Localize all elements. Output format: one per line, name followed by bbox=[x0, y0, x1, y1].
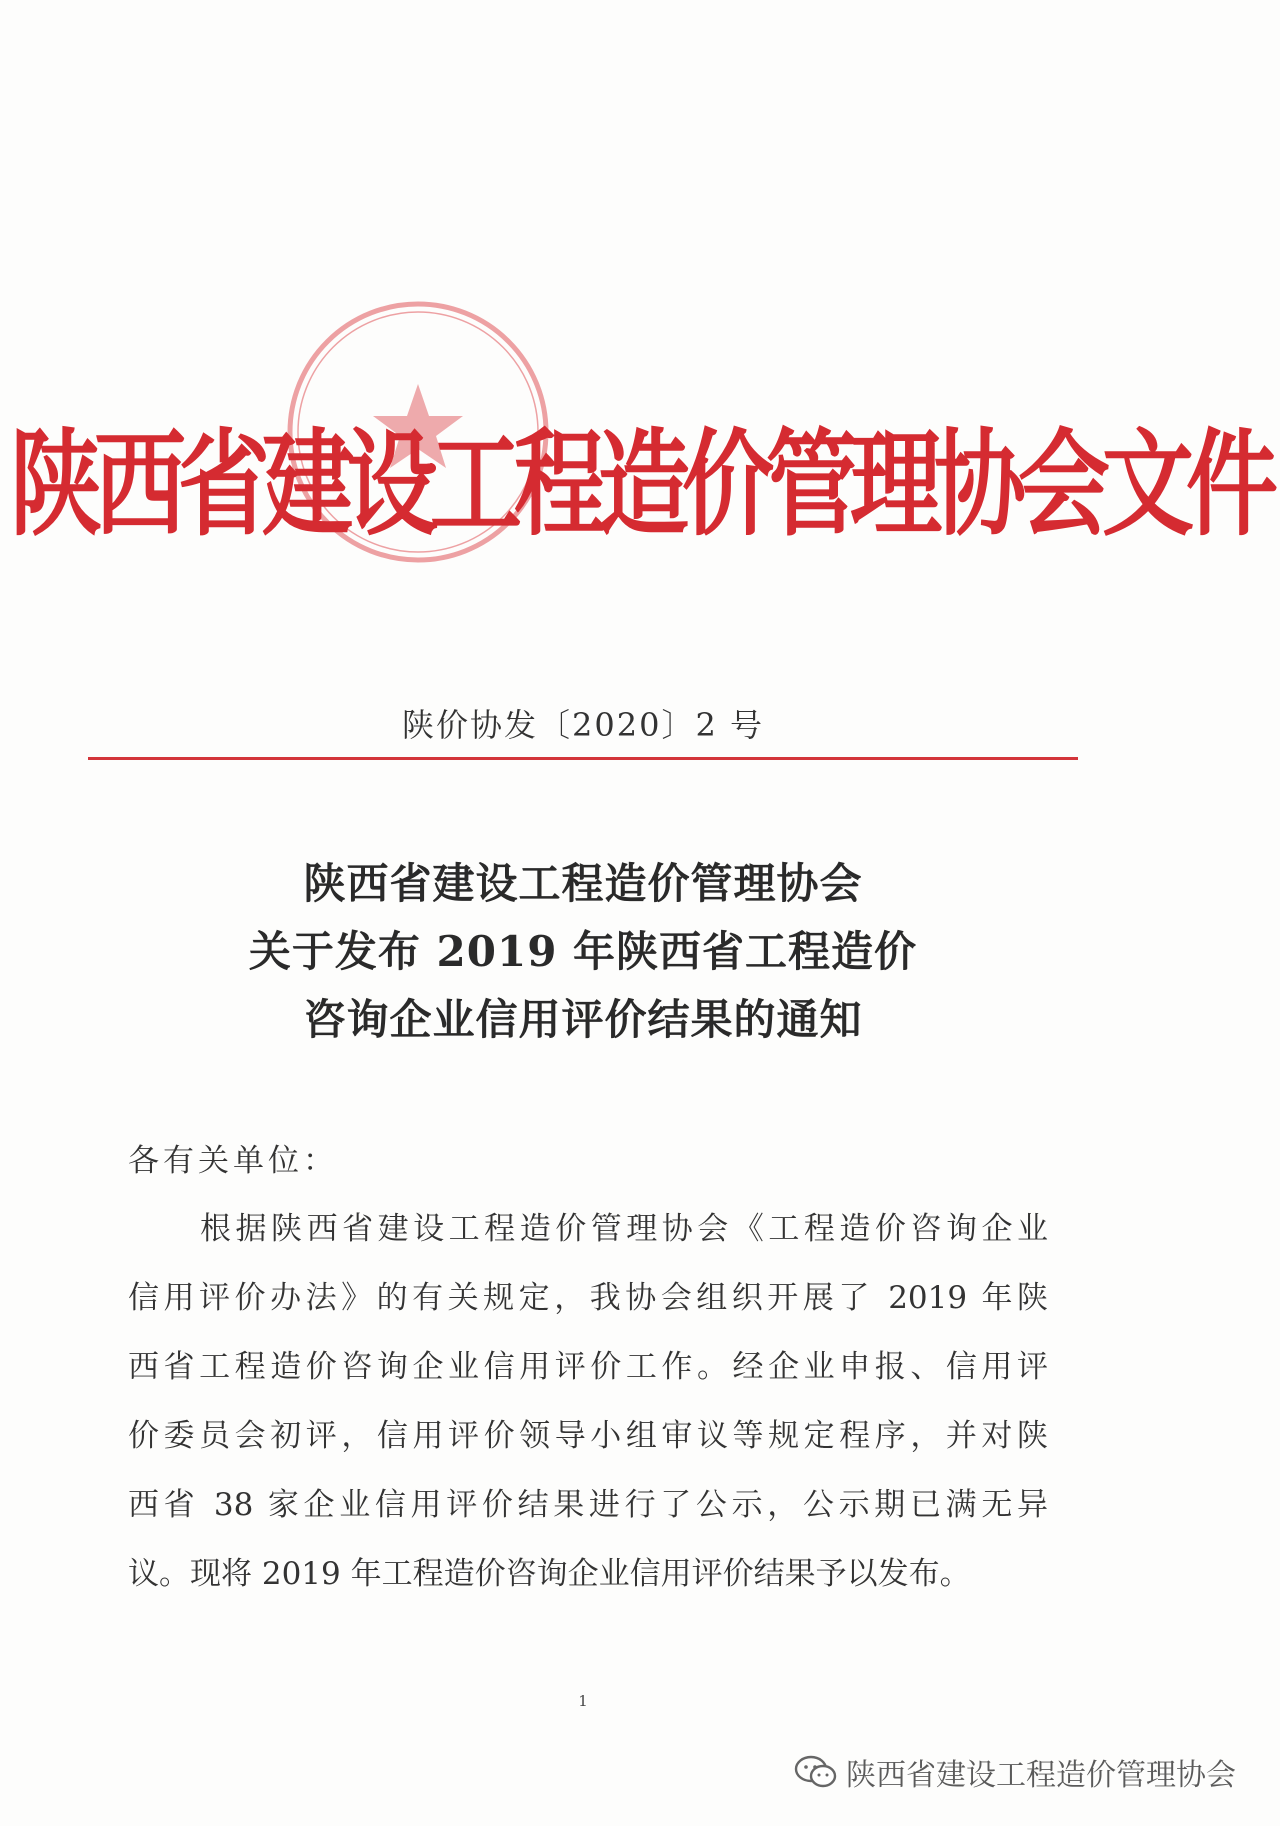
body-line: 西省工程造价咨询企业信用评价工作。经企业申报、信用评 bbox=[128, 1349, 1048, 1385]
body-line: 信用评价办法》的有关规定，我协会组织开展了 2019 年陕 bbox=[128, 1280, 1048, 1316]
wechat-icon bbox=[794, 1754, 838, 1790]
body-line: 根据陕西省建设工程造价管理协会《工程造价咨询企业 bbox=[200, 1211, 1048, 1247]
document-number: 陕价协发〔2020〕2 号 bbox=[402, 706, 764, 744]
watermark-text: 陕西省建设工程造价管理协会 bbox=[846, 1758, 1236, 1793]
notice-title-line: 关于发布 2019 年陕西省工程造价 bbox=[248, 927, 918, 976]
body-paragraph bbox=[128, 1195, 1048, 1609]
salutation: 各有关单位： bbox=[128, 1143, 338, 1179]
wechat-watermark bbox=[794, 1750, 1236, 1794]
body-line: 西省 38 家企业信用评价结果进行了公示，公示期已满无异 bbox=[128, 1487, 1048, 1523]
notice-title-line: 咨询企业信用评价结果的通知 bbox=[303, 995, 863, 1044]
header-divider bbox=[88, 757, 1078, 760]
body-line: 议。现将 2019 年工程造价咨询企业信用评价结果予以发布。 bbox=[128, 1556, 971, 1592]
body-line: 价委员会初评，信用评价领导小组审议等规定程序，并对陕 bbox=[128, 1418, 1048, 1454]
notice-title bbox=[0, 850, 1166, 1054]
document-header-title: 陕西省建设工程造价管理协会文件 bbox=[9, 416, 1270, 552]
page-number: 1 bbox=[578, 1692, 588, 1710]
notice-title-line: 陕西省建设工程造价管理协会 bbox=[303, 859, 863, 908]
